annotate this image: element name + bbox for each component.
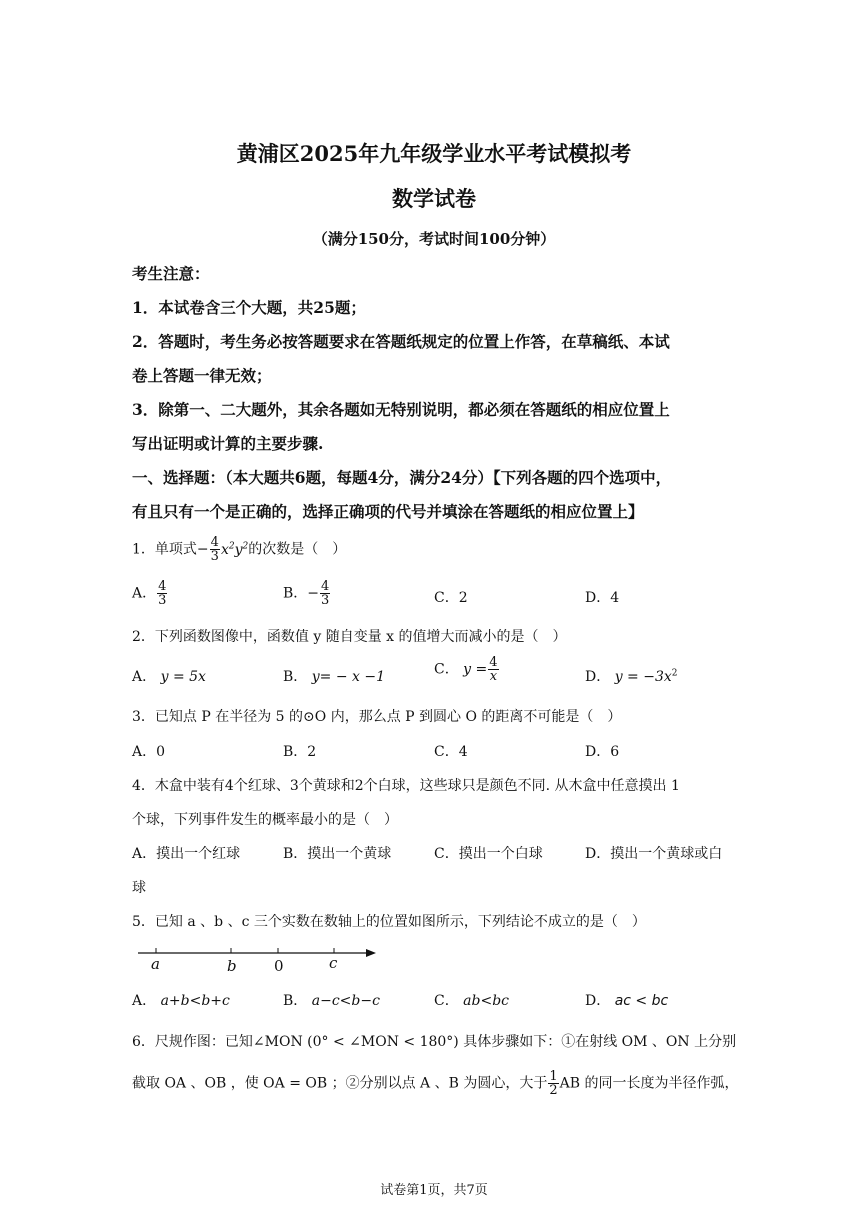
option-c: C． y = $\frac{4}{x}$ — [434, 655, 498, 684]
option-b: B．− $\frac{4}{3}$ — [283, 579, 330, 608]
option-b: B． y= − x −1 — [283, 669, 386, 685]
axis-label-c: c — [329, 954, 338, 972]
question-6-cont: 截取 OA 、OB ，使 OA = OB ；②分别以点 A 、B 为圆心，大于 $\frac{1}{2}$ AB 的同一长度为半径作弧， — [132, 1069, 739, 1098]
subject-title: 数学试卷 — [392, 186, 476, 211]
fraction: $\frac{4}{3}$ — [210, 535, 219, 564]
question-2: 2．下列函数图像中，函数值 y 随自变量 x 的值增大而减小的是（ ） — [132, 629, 567, 645]
axis-label-a: a — [151, 955, 160, 973]
option-c: C．2 — [434, 590, 468, 606]
option-d: D．6 — [585, 744, 620, 760]
section-heading-cont: 有且只有一个是正确的，选择正确项的代号并填涂在答题纸的相应位置上】 — [132, 502, 644, 521]
notice-item: 3．除第一、二大题外，其余各题如无特别说明，都必须在答题纸的相应位置上 — [132, 400, 670, 419]
option-b: B．摸出一个黄球 — [283, 846, 392, 862]
notice-item: 2．答题时，考生务必按答题要求在答题纸规定的位置上作答，在草稿纸、本试 — [132, 332, 670, 351]
question-4-cont: 个球，下列事件发生的概率最小的是（ ） — [132, 812, 398, 828]
option-c: C．4 — [434, 744, 468, 760]
number-line-figure — [130, 938, 390, 980]
question-4: 4．木盒中装有4个红球、3个黄球和2个白球，这些球只是颜色不同. 从木盒中任意摸出 1 — [132, 778, 680, 794]
section-heading: 一、选择题：（本大题共6题，每题4分，满分24分）【下列各题的四个选项中， — [132, 468, 672, 487]
notice-item: 1．本试卷含三个大题，共25题； — [132, 298, 366, 317]
notice-item: 卷上答题一律无效； — [132, 366, 272, 385]
axis-label-b: b — [227, 957, 237, 975]
option-a: A． $\frac{4}{3}$ — [132, 579, 167, 608]
option-a: A．摸出一个红球 — [132, 846, 241, 862]
option-a: A．0 — [132, 744, 166, 760]
option-b: B．2 — [283, 744, 317, 760]
question-6: 6．尺规作图：已知∠MON (0° < ∠MON < 180°) 具体步骤如下：①在射线 OM 、ON 上分别 — [132, 1034, 737, 1050]
option-a: A． a+b<b+c — [132, 993, 230, 1009]
fraction: $\frac{4}{3}$ — [158, 579, 167, 608]
option-c: C． ab<bc — [434, 993, 510, 1009]
option-d: D． $y = -3x^2$ — [585, 668, 678, 685]
fraction: $\frac{1}{2}$ — [549, 1069, 558, 1098]
notice-item: 写出证明或计算的主要步骤. — [132, 434, 324, 453]
exam-meta: （满分150分，考试时间100分钟） — [312, 230, 556, 248]
option-d-cont: 球 — [132, 880, 146, 896]
notice-heading: 考生注意： — [132, 264, 210, 283]
option-d: D． ac < bc — [585, 993, 669, 1009]
option-b: B． a−c<b−c — [283, 993, 380, 1009]
option-d: D．4 — [585, 590, 620, 606]
question-1: 1．单项式− $\frac{4}{3}$ $x^2y^2$的次数是（ ） — [132, 535, 347, 564]
fraction: $\frac{4}{3}$ — [321, 579, 330, 608]
option-a: A． y = 5x — [132, 669, 206, 685]
axis-label-0: 0 — [274, 957, 284, 975]
question-3: 3．已知点 P 在半径为 5 的⊙O 内，那么点 P 到圆心 O 的距离不可能是（ ） — [132, 709, 622, 725]
option-d: D．摸出一个黄球或白 — [585, 846, 723, 862]
exam-title: 黄浦区2025年九年级学业水平考试模拟考 — [236, 141, 632, 166]
fraction: $\frac{4}{x}$ — [489, 655, 498, 684]
number-line-arrow — [366, 949, 376, 957]
question-5: 5．已知 a 、b 、c 三个实数在数轴上的位置如图所示，下列结论不成立的是（ ） — [132, 914, 646, 930]
page-footer: 试卷第1页，共7页 — [380, 1183, 488, 1198]
option-c: C．摸出一个白球 — [434, 846, 543, 862]
